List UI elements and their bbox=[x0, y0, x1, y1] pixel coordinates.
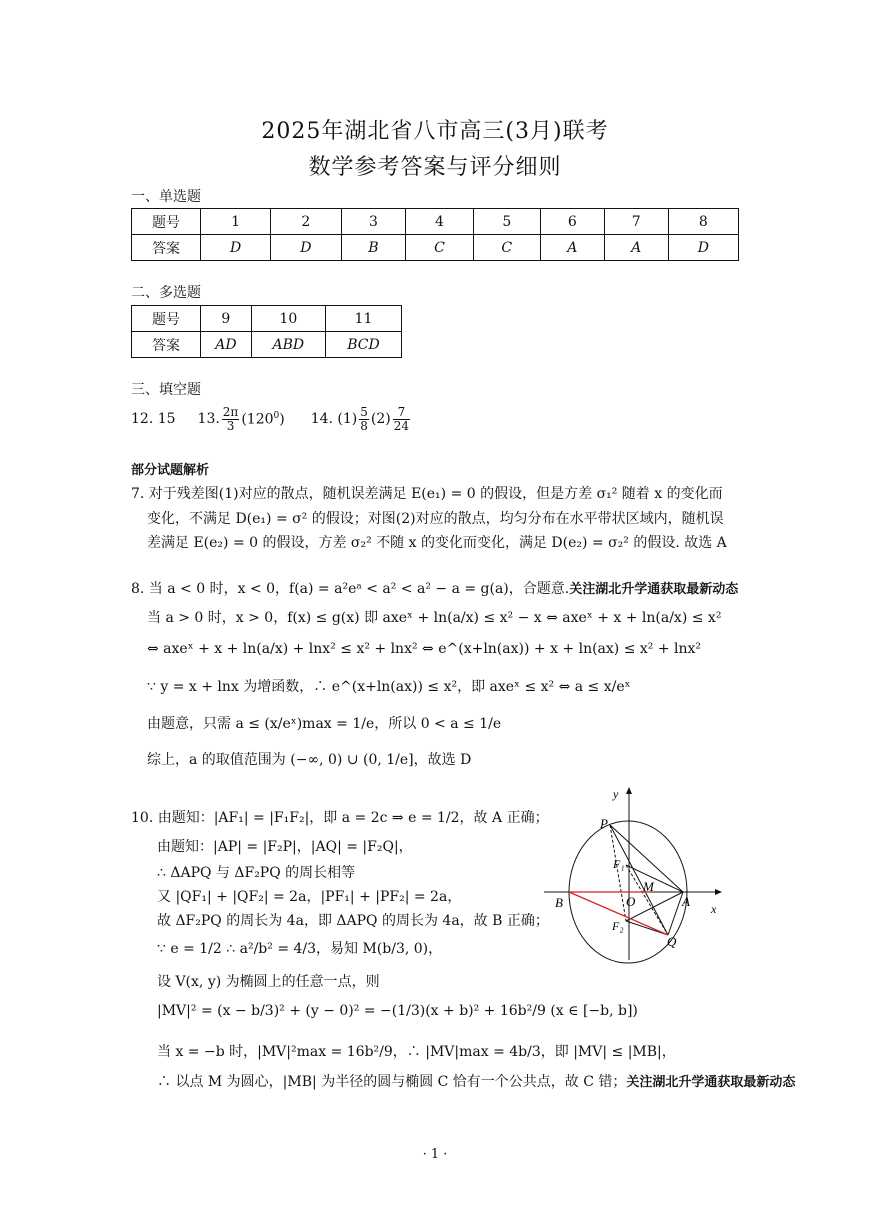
q10-line: 10. 由题知：|AF₁| = |F₁F₂|，即 a = 2c ⇒ e = 1/2，故 A 正确； bbox=[131, 810, 549, 826]
table-header-cell: 答案 bbox=[132, 235, 201, 261]
question-number-cell: 1 bbox=[201, 209, 271, 235]
answer-cell: BCD bbox=[325, 332, 401, 358]
label-F2: F₂ bbox=[612, 919, 624, 933]
label-M: M bbox=[643, 879, 654, 894]
watermark-text: 关注湖北升学通获取最新动态 bbox=[626, 1075, 796, 1090]
page-title-line2: 数学参考答案与评分细则 bbox=[308, 155, 562, 180]
answer-cell: A bbox=[540, 235, 604, 261]
answer-cell: ABD bbox=[251, 332, 325, 358]
q7-line: 差满足 E(e₂) = 0 的假设，方差 σ₂² 不随 x 的变化而变化，满足 D(e₂) = σ₂² 的假设. 故选 A bbox=[147, 535, 727, 551]
question-number-cell: 7 bbox=[604, 209, 668, 235]
answer-cell: D bbox=[668, 235, 738, 261]
q10-line: ∴ ΔAPQ 与 ΔF₂PQ 的周长相等 bbox=[157, 865, 356, 881]
table-row bbox=[132, 332, 402, 358]
single-choice-answer-table bbox=[131, 208, 739, 261]
table-row bbox=[132, 235, 739, 261]
q8-line: 8. 当 a < 0 时，x < 0，f(a) = a²eᵃ < a² < a² − a = g(a)，合题意.关注湖北升学通获取最新动态 bbox=[131, 581, 739, 597]
answer-q14-part1: $\frac{5}{8}$ bbox=[360, 404, 368, 433]
page-title-line1: 2025年湖北省八市高三(3月)联考 bbox=[261, 119, 609, 144]
label-P: P bbox=[600, 816, 608, 831]
q10-line: 设 V(x, y) 为椭圆上的任意一点，则 bbox=[157, 974, 380, 990]
answer-q13-label: 13. bbox=[197, 411, 220, 427]
answer-q14-label: 14. (1) bbox=[310, 411, 358, 427]
answer-q13-degree: $(120^0)$ bbox=[241, 410, 285, 428]
ellipse-diagram bbox=[540, 785, 740, 965]
analysis-heading: 部分试题解析 bbox=[131, 463, 210, 478]
question-number-cell: 5 bbox=[473, 209, 540, 235]
page-number: · 1 · bbox=[422, 1147, 448, 1162]
question-number-cell: 9 bbox=[201, 306, 252, 332]
label-B: B bbox=[555, 895, 563, 910]
question-number-cell: 2 bbox=[271, 209, 341, 235]
question-number-cell: 10 bbox=[251, 306, 325, 332]
answer-cell: D bbox=[271, 235, 341, 261]
q8-line: ∵ y = x + lnx 为增函数，∴ e^(x+ln(ax)) ≤ x²，即 axeˣ ≤ x² ⇔ a ≤ x/eˣ bbox=[147, 679, 631, 695]
section-heading-single-choice: 一、单选题 bbox=[131, 189, 201, 205]
y-axis-arrow bbox=[626, 787, 632, 794]
q10-line: ∵ e = 1/2 ∴ a²/b² = 4/3，易知 M(b/3, 0)， bbox=[157, 941, 443, 957]
fill-blank-answers bbox=[131, 402, 412, 436]
x-axis-arrow bbox=[715, 889, 722, 895]
answer-cell: C bbox=[473, 235, 540, 261]
section-heading-multi-choice: 二、多选题 bbox=[131, 285, 201, 301]
question-number-cell: 3 bbox=[341, 209, 406, 235]
q7-line: 变化，不满足 D(e₁) = σ² 的假设；对图(2)对应的散点，均匀分布在水平带状区域内，随机误 bbox=[147, 511, 724, 527]
answer-cell: AD bbox=[201, 332, 252, 358]
table-header-cell: 答案 bbox=[132, 332, 201, 358]
answer-q14-part2: $\frac{7}{24}$ bbox=[393, 404, 410, 433]
question-number-cell: 11 bbox=[325, 306, 401, 332]
q10-line: 当 x = −b 时，|MV|²max = 16b²/9，∴ |MV|max = 4b/3，即 |MV| ≤ |MB|， bbox=[157, 1044, 676, 1060]
answer-cell: A bbox=[604, 235, 668, 261]
q10-line: 由题知：|AP| = |F₂P|，|AQ| = |F₂Q|， bbox=[157, 839, 413, 855]
q8-line: 当 a > 0 时，x > 0，f(x) ≤ g(x) 即 axeˣ + ln(a/x) ≤ x² − x ⇔ axeˣ + x + ln(a/x) ≤ x² bbox=[147, 610, 722, 626]
q7-line: 7. 对于残差图(1)对应的散点，随机误差满足 E(e₁) = 0 的假设，但是方差 σ₁² 随着 x 的变化而 bbox=[131, 486, 723, 502]
multi-choice-answer-table bbox=[131, 305, 402, 358]
label-x: x bbox=[711, 902, 717, 916]
q8-line: ⇔ axeˣ + x + ln(a/x) + lnx² ≤ x² + lnx² ⇔ e^(x+ln(ax)) + x + ln(ax) ≤ x² + lnx² bbox=[147, 641, 702, 657]
answer-cell: B bbox=[341, 235, 406, 261]
label-Q: Q bbox=[667, 934, 677, 949]
label-O: O bbox=[626, 894, 636, 909]
answer-cell: D bbox=[201, 235, 271, 261]
table-header-cell: 题号 bbox=[132, 209, 201, 235]
answer-q12: 12. 15 bbox=[131, 411, 176, 427]
q10-line: ∴ 以点 M 为圆心，|MB| 为半径的圆与椭圆 C 恰有一个公共点，故 C 错；关注湖北升学通获取最新动态 bbox=[157, 1074, 796, 1090]
table-header-cell: 题号 bbox=[132, 306, 201, 332]
q8-line: 综上，a 的取值范围为 (−∞, 0) ∪ (0, 1/e]，故选 D bbox=[147, 752, 472, 768]
table-row bbox=[132, 306, 402, 332]
question-number-cell: 4 bbox=[406, 209, 473, 235]
answer-cell: C bbox=[406, 235, 473, 261]
question-number-cell: 6 bbox=[540, 209, 604, 235]
label-A: A bbox=[682, 894, 690, 909]
q10-line: 又 |QF₁| + |QF₂| = 2a，|PF₁| + |PF₂| = 2a， bbox=[157, 889, 462, 905]
q10-line: 故 ΔF₂PQ 的周长为 4a，即 ΔAPQ 的周长为 4a，故 B 正确； bbox=[157, 913, 549, 929]
section-heading-fill-blank: 三、填空题 bbox=[131, 382, 201, 398]
table-row bbox=[132, 209, 739, 235]
label-F1: F₁ bbox=[613, 857, 625, 871]
q8-line: 由题意，只需 a ≤ (x/eˣ)max = 1/e，所以 0 < a ≤ 1/e bbox=[147, 716, 502, 732]
question-number-cell: 8 bbox=[668, 209, 738, 235]
watermark-text: 关注湖北升学通获取最新动态 bbox=[569, 582, 739, 597]
answer-q14-part2-label: (2) bbox=[370, 411, 391, 427]
answer-q13-fraction: $\frac{2\pi}{3}$ bbox=[222, 404, 239, 433]
q10-line: |MV|² = (x − b/3)² + (y − 0)² = −(1/3)(x + b)² + 16b²/9 (x ∈ [−b, b]) bbox=[157, 1003, 638, 1019]
label-y: y bbox=[613, 787, 619, 801]
